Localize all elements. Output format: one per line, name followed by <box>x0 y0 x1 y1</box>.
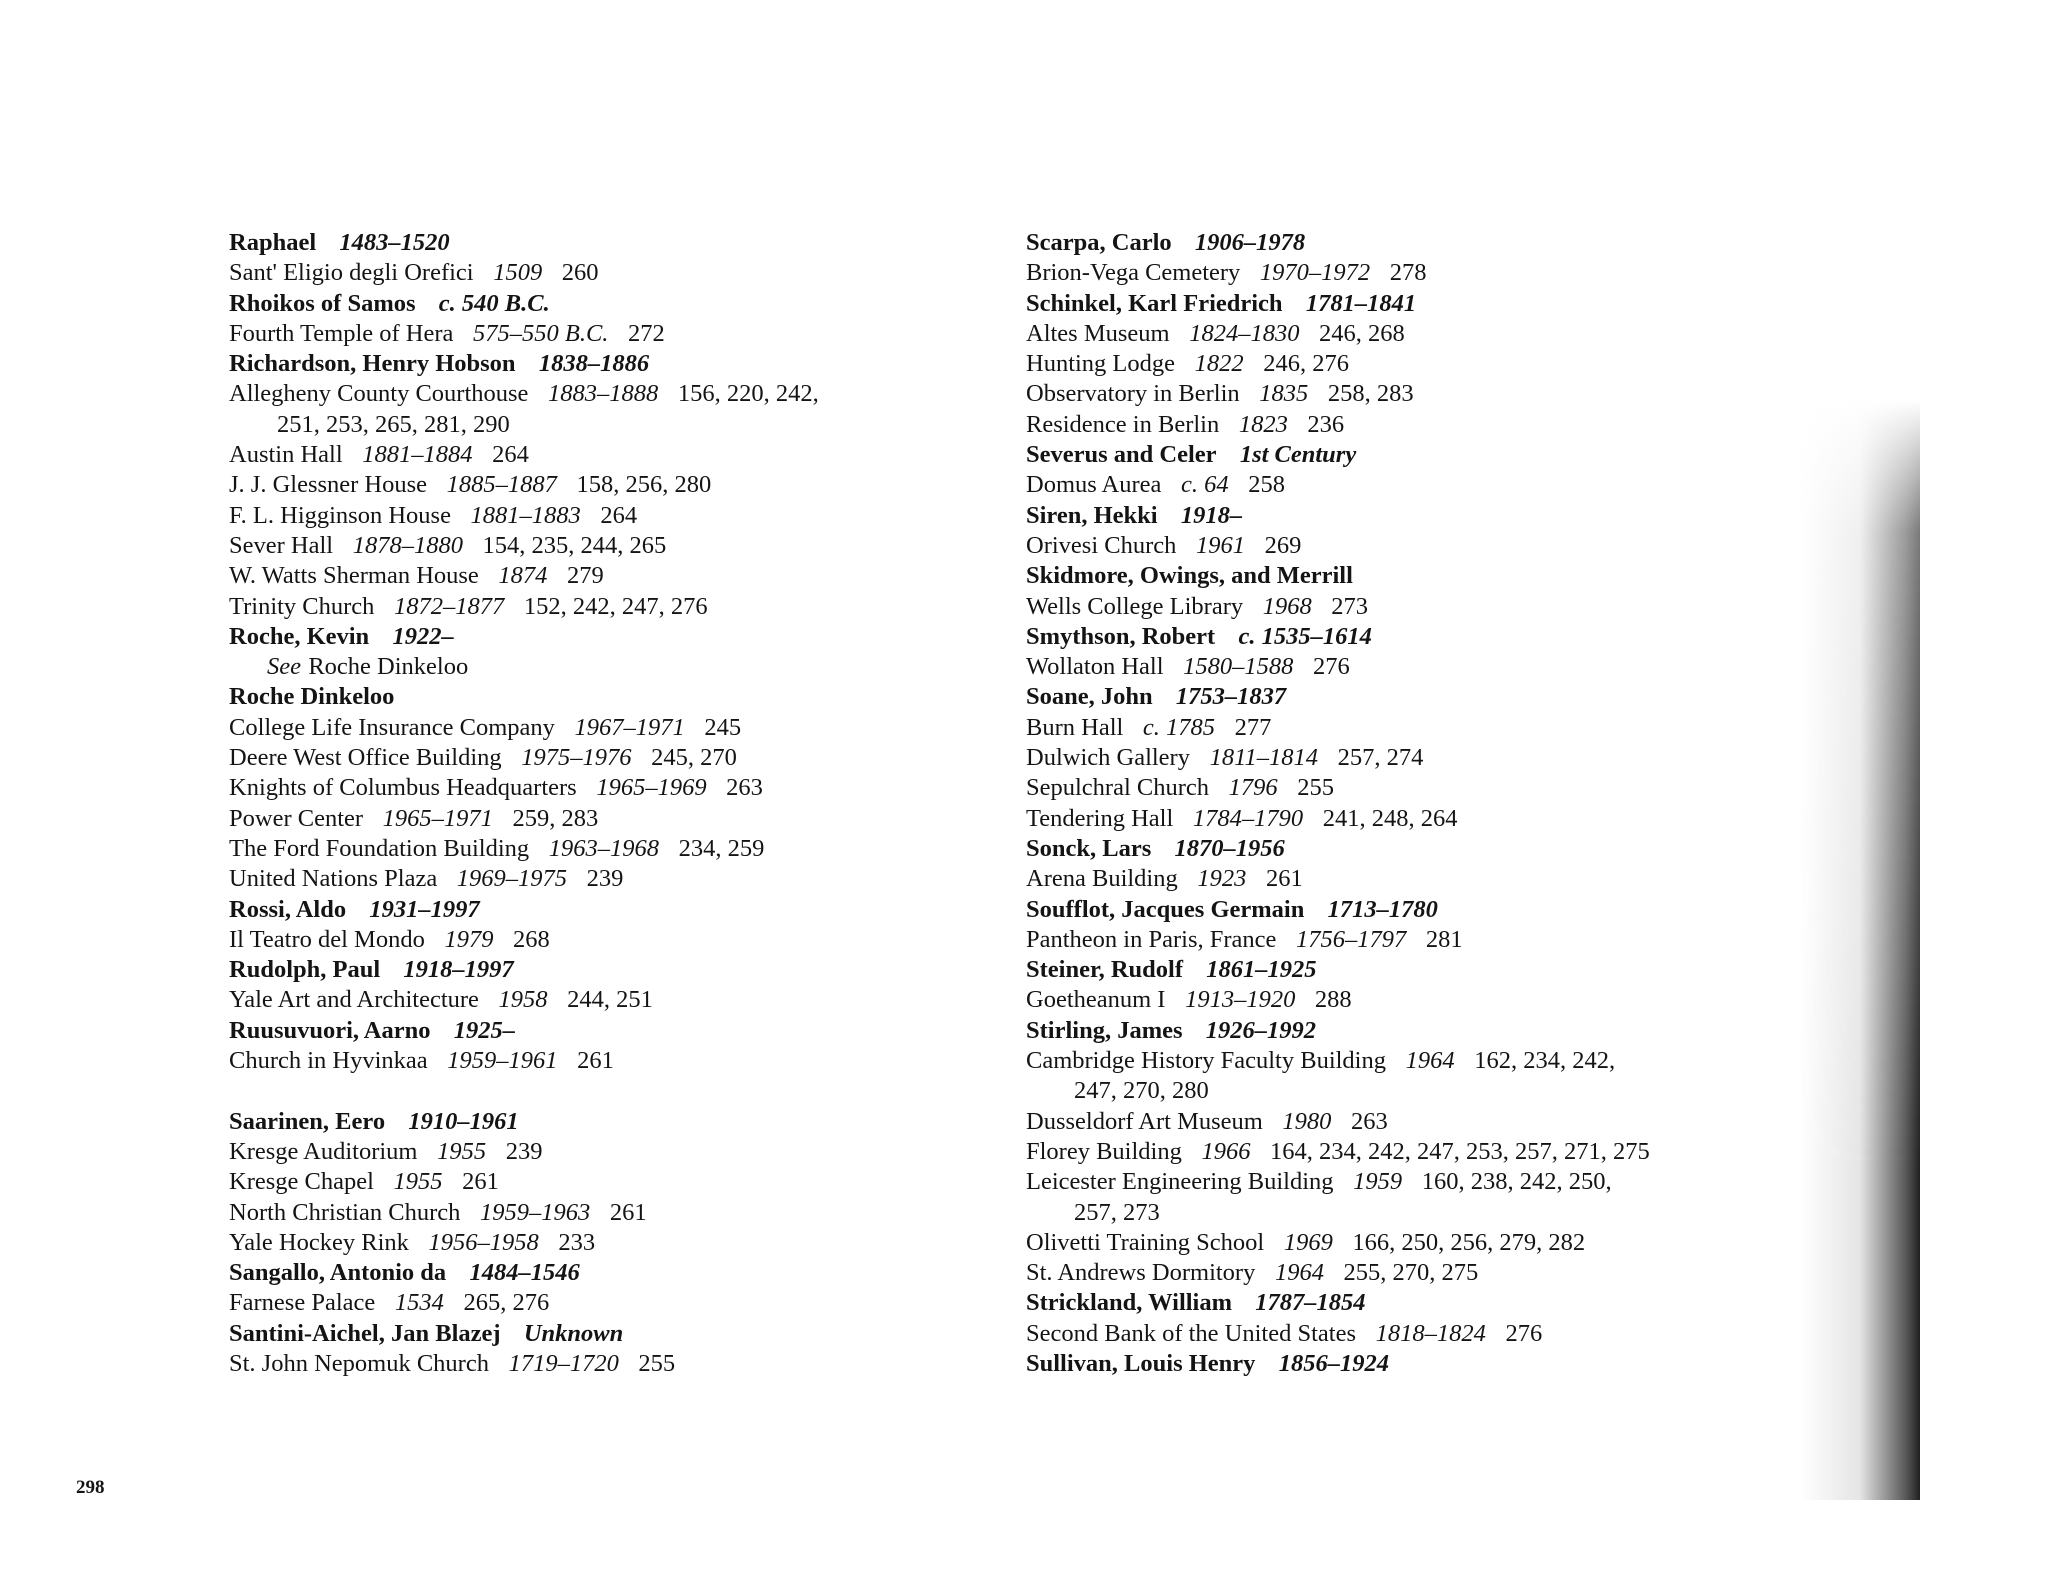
building-dates: 1964 <box>1274 1259 1324 1287</box>
spacer <box>229 1076 819 1106</box>
page-references: 269 <box>1264 531 1302 559</box>
architect-name: Rhoikos of Samos <box>229 289 416 317</box>
building-dates: 1963–1968 <box>548 834 659 862</box>
building-dates: 1959–1961 <box>447 1047 558 1075</box>
page-references: 281 <box>1425 925 1463 953</box>
architect-name: Severus and Celer <box>1026 441 1217 469</box>
building-dates: 1970–1972 <box>1259 259 1371 287</box>
architect-name: Stirling, James <box>1026 1016 1183 1044</box>
architect-dates: 1918– <box>1180 501 1243 529</box>
building-dates: 1784–1790 <box>1192 804 1304 832</box>
architect-dates: 1910–1961 <box>408 1107 519 1135</box>
building-title: Austin Hall <box>229 441 343 469</box>
architect-name: Soufflot, Jacques Germain <box>1026 895 1305 923</box>
index-heading <box>1026 834 1650 864</box>
building-dates: 1969–1975 <box>456 865 568 893</box>
architect-dates: 1918–1997 <box>403 956 514 984</box>
building-title: F. L. Higginson House <box>229 501 451 529</box>
building-title: Goetheanum I <box>1026 986 1166 1014</box>
architect-dates: 1713–1780 <box>1327 895 1438 923</box>
index-heading <box>1026 561 1650 591</box>
page-references: 244, 251 <box>567 986 653 1014</box>
index-entry <box>229 1167 819 1197</box>
building-dates: 1872–1877 <box>394 592 505 620</box>
page-references: 154, 235, 244, 265 <box>482 531 667 559</box>
page-references-continued: 257, 273 <box>1074 1198 1160 1226</box>
index-heading <box>1026 440 1650 470</box>
building-title: Knights of Columbus Headquarters <box>229 774 577 802</box>
building-dates: 1980 <box>1282 1107 1332 1135</box>
index-entry <box>1026 379 1650 409</box>
page-references: 257, 274 <box>1337 744 1424 772</box>
page-references: 263 <box>1351 1107 1388 1135</box>
page-references: 166, 250, 256, 279, 282 <box>1352 1228 1586 1256</box>
architect-dates: c. 1535–1614 <box>1238 622 1372 650</box>
page-references: 264 <box>492 441 529 469</box>
architect-dates: 1st Century <box>1239 441 1357 469</box>
building-dates: 1959 <box>1353 1168 1403 1196</box>
building-dates: 1967–1971 <box>574 713 685 741</box>
page-references: 288 <box>1314 986 1352 1014</box>
building-dates: 1969 <box>1283 1228 1333 1256</box>
building-title: Burn Hall <box>1026 713 1124 741</box>
index-entry <box>1026 743 1650 773</box>
building-dates: 1878–1880 <box>352 531 463 559</box>
architect-dates: 1926–1992 <box>1205 1016 1317 1044</box>
page-references: 246, 276 <box>1263 350 1349 378</box>
index-heading <box>1026 1288 1650 1318</box>
architect-name: Skidmore, Owings, and Merrill <box>1026 562 1353 590</box>
index-entry <box>229 561 819 591</box>
index-heading <box>229 1016 819 1046</box>
index-heading <box>1026 682 1650 712</box>
building-dates: 1509 <box>493 259 543 287</box>
index-heading <box>229 895 819 925</box>
architect-name: Siren, Hekki <box>1026 501 1158 529</box>
index-heading <box>229 1107 819 1137</box>
architect-name: Sonck, Lars <box>1026 834 1152 862</box>
see-target: Roche Dinkeloo <box>308 653 469 681</box>
building-title: Fourth Temple of Hera <box>229 319 454 347</box>
building-title: Deere West Office Building <box>229 744 502 772</box>
architect-dates: 1861–1925 <box>1206 956 1317 984</box>
page-references: 272 <box>628 319 665 347</box>
index-entry <box>1026 470 1650 500</box>
page-references: 255 <box>1297 774 1334 802</box>
architect-dates: 1787–1854 <box>1255 1289 1366 1317</box>
page-references: 273 <box>1331 592 1369 620</box>
architect-dates: 1484–1546 <box>469 1259 580 1287</box>
scan-edge-shadow <box>1800 400 1920 1500</box>
page-references: 164, 234, 242, 247, 253, 257, 271, 275 <box>1270 1137 1650 1165</box>
page-references: 152, 242, 247, 276 <box>523 592 708 620</box>
building-dates: 1975–1976 <box>521 744 632 772</box>
building-dates: 1923 <box>1197 865 1247 893</box>
page-references: 245, 270 <box>651 744 737 772</box>
building-title: Leicester Engineering Building <box>1026 1168 1334 1196</box>
building-title: Hunting Lodge <box>1026 350 1176 378</box>
index-entry <box>229 1198 819 1228</box>
index-entry <box>229 834 819 864</box>
index-entry <box>229 440 819 470</box>
building-dates: 1811–1814 <box>1209 744 1318 772</box>
index-heading <box>229 228 819 258</box>
building-dates: 1818–1824 <box>1375 1319 1486 1347</box>
page-references: 158, 256, 280 <box>576 471 712 499</box>
building-title: Tendering Hall <box>1026 804 1174 832</box>
index-entry <box>1026 1107 1650 1137</box>
architect-dates: 1483–1520 <box>339 229 450 256</box>
index-heading <box>229 622 819 652</box>
architect-name: Sangallo, Antonio da <box>229 1259 447 1287</box>
page-references: 246, 268 <box>1319 319 1405 347</box>
index-entry <box>229 773 819 803</box>
index-heading <box>229 289 819 319</box>
index-entry <box>229 592 819 622</box>
page-references-continued: 247, 270, 280 <box>1074 1077 1209 1105</box>
architect-name: Raphael <box>229 229 317 256</box>
page-references: 278 <box>1389 259 1427 287</box>
page-references: 261 <box>1265 865 1303 893</box>
architect-dates: 1781–1841 <box>1305 289 1417 317</box>
architect-name: Roche Dinkeloo <box>229 683 395 711</box>
architect-dates: 1753–1837 <box>1175 683 1287 711</box>
architect-dates: 1925– <box>453 1016 516 1044</box>
index-entry <box>229 1288 819 1318</box>
architect-name: Santini-Aichel, Jan Blazej <box>229 1319 501 1347</box>
building-dates: 1959–1963 <box>479 1198 591 1226</box>
building-title: Olivetti Training School <box>1026 1228 1265 1256</box>
index-entry <box>1026 1258 1650 1288</box>
index-heading <box>1026 1349 1650 1379</box>
page-references-continued: 251, 253, 265, 281, 290 <box>277 410 510 438</box>
index-entry <box>1026 319 1650 349</box>
page-references: 156, 220, 242, <box>677 380 819 408</box>
building-title: Orivesi Church <box>1026 531 1177 559</box>
building-title: Arena Building <box>1026 865 1178 893</box>
architect-dates: c. 540 B.C. <box>438 289 550 317</box>
building-title: Dusseldorf Art Museum <box>1026 1107 1263 1135</box>
page-references: 162, 234, 242, <box>1474 1047 1616 1075</box>
building-title: Farnese Palace <box>229 1289 376 1317</box>
index-entry <box>1026 925 1650 955</box>
building-dates: 1955 <box>393 1168 443 1196</box>
index-entry <box>1026 773 1650 803</box>
building-title: Dulwich Gallery <box>1026 744 1190 772</box>
index-entry <box>229 531 819 561</box>
index-column-left <box>229 228 819 1379</box>
building-title: Pantheon in Paris, France <box>1026 925 1277 953</box>
index-entry <box>1026 1319 1650 1349</box>
page-references: 160, 238, 242, 250, <box>1421 1168 1612 1196</box>
architect-name: Steiner, Rudolf <box>1026 956 1184 984</box>
building-title: The Ford Foundation Building <box>229 834 530 862</box>
page-references: 236 <box>1307 410 1345 438</box>
index-entry <box>1026 713 1650 743</box>
index-heading <box>1026 955 1650 985</box>
index-entry <box>1026 804 1650 834</box>
page-references: 268 <box>513 925 550 953</box>
building-dates: c. 64 <box>1181 471 1229 499</box>
index-heading <box>1026 622 1650 652</box>
index-heading <box>229 1319 819 1349</box>
architect-dates: 1906–1978 <box>1194 229 1306 256</box>
page-references: 258, 283 <box>1327 380 1414 408</box>
building-dates: 1913–1920 <box>1185 986 1296 1014</box>
building-dates: 1580–1588 <box>1183 653 1294 681</box>
building-title: Trinity Church <box>229 592 375 620</box>
architect-dates: 1931–1997 <box>369 895 480 923</box>
page-references: 276 <box>1312 653 1350 681</box>
building-title: Sepulchral Church <box>1026 774 1210 802</box>
index-entry <box>229 258 819 288</box>
building-dates: 1824–1830 <box>1189 319 1300 347</box>
page-references: 255 <box>638 1349 676 1377</box>
page-references: 261 <box>577 1047 614 1075</box>
building-title: Cambridge History Faculty Building <box>1026 1047 1386 1075</box>
index-heading <box>1026 1016 1650 1046</box>
building-title: Observatory in Berlin <box>1026 380 1240 408</box>
index-heading <box>1026 289 1650 319</box>
architect-name: Richardson, Henry Hobson <box>229 350 516 378</box>
building-dates: 1979 <box>444 925 494 953</box>
index-entry <box>1026 1167 1650 1197</box>
page-references: 258 <box>1248 471 1285 499</box>
index-entry <box>229 1228 819 1258</box>
index-entry <box>229 804 819 834</box>
architect-name: Ruusuvuori, Aarno <box>229 1016 431 1044</box>
index-entry <box>229 864 819 894</box>
building-dates: 1955 <box>437 1137 487 1165</box>
building-title: Domus Aurea <box>1026 471 1162 499</box>
architect-dates: 1856–1924 <box>1278 1349 1389 1377</box>
building-title: Power Center <box>229 804 364 832</box>
index-entry <box>1026 349 1650 379</box>
index-heading <box>1026 228 1650 258</box>
page-references: 234, 259 <box>678 834 765 862</box>
building-title: Florey Building <box>1026 1137 1182 1165</box>
page-references: 255, 270, 275 <box>1343 1259 1479 1287</box>
architect-name: Rudolph, Paul <box>229 956 381 984</box>
page-references: 264 <box>600 501 638 529</box>
building-title: Residence in Berlin <box>1026 410 1220 438</box>
building-dates: 1881–1883 <box>470 501 581 529</box>
page-references: 260 <box>561 259 599 287</box>
index-entry <box>1026 258 1650 288</box>
building-title: Yale Art and Architecture <box>229 986 479 1014</box>
building-dates: 1964 <box>1405 1047 1455 1075</box>
building-dates: 1968 <box>1262 592 1312 620</box>
building-title: North Christian Church <box>229 1198 461 1226</box>
architect-name: Sullivan, Louis Henry <box>1026 1349 1256 1377</box>
page-references: 265, 276 <box>463 1289 550 1317</box>
building-title: Church in Hyvinkaa <box>229 1047 428 1075</box>
building-title: J. J. Glessner House <box>229 471 428 499</box>
index-entry <box>1026 592 1650 622</box>
building-title: United Nations Plaza <box>229 865 438 893</box>
index-heading <box>229 1258 819 1288</box>
architect-name: Scarpa, Carlo <box>1026 229 1172 256</box>
building-title: Allegheny County Courthouse <box>229 380 529 408</box>
building-title: Wollaton Hall <box>1026 653 1164 681</box>
building-dates: 1823 <box>1238 410 1288 438</box>
building-dates: 1885–1887 <box>446 471 557 499</box>
index-heading <box>1026 501 1650 531</box>
page-references: 263 <box>726 774 763 802</box>
index-entry <box>229 379 819 409</box>
index-entry <box>229 743 819 773</box>
building-dates: 1835 <box>1259 380 1309 408</box>
architect-name: Rossi, Aldo <box>229 895 347 923</box>
index-entry <box>1026 985 1650 1015</box>
building-dates: 1883–1888 <box>548 380 659 408</box>
architect-dates: 1838–1886 <box>538 350 650 378</box>
building-dates: 1958 <box>498 986 548 1014</box>
building-title: Brion-Vega Cemetery <box>1026 259 1241 287</box>
architect-dates: 1870–1956 <box>1174 834 1285 862</box>
page-references: 259, 283 <box>512 804 599 832</box>
index-entry <box>1026 1046 1650 1076</box>
index-entry <box>1026 1228 1650 1258</box>
building-title: Second Bank of the United States <box>1026 1319 1357 1347</box>
building-title: College Life Insurance Company <box>229 713 555 741</box>
building-title: Wells College Library <box>1026 592 1244 620</box>
index-heading <box>229 349 819 379</box>
building-dates: 575–550 B.C. <box>473 319 609 347</box>
architect-dates: Unknown <box>523 1319 624 1347</box>
index-entry <box>229 1046 819 1076</box>
building-dates: 1756–1797 <box>1296 925 1407 953</box>
building-title: W. Watts Sherman House <box>229 562 479 590</box>
see-label: See <box>267 653 301 681</box>
index-column-right <box>1026 228 1650 1379</box>
architect-name: Saarinen, Eero <box>229 1107 386 1135</box>
architect-name: Roche, Kevin <box>229 622 370 650</box>
page-references: 241, 248, 264 <box>1322 804 1458 832</box>
page-references: 233 <box>558 1228 596 1256</box>
building-dates: 1966 <box>1201 1137 1251 1165</box>
building-dates: 1965–1971 <box>382 804 493 832</box>
index-entry <box>229 1137 819 1167</box>
building-dates: 1719–1720 <box>508 1349 619 1377</box>
building-title: Kresge Auditorium <box>229 1137 418 1165</box>
building-dates: 1956–1958 <box>428 1228 539 1256</box>
building-title: Sever Hall <box>229 531 334 559</box>
index-entry <box>1026 531 1650 561</box>
building-title: St. John Nepomuk Church <box>229 1349 489 1377</box>
building-dates: c. 1785 <box>1142 713 1216 741</box>
architect-name: Strickland, William <box>1026 1289 1233 1317</box>
page-references: 245 <box>704 713 742 741</box>
index-entry <box>1026 652 1650 682</box>
index-heading <box>229 955 819 985</box>
building-title: Kresge Chapel <box>229 1168 374 1196</box>
building-title: Il Teatro del Mondo <box>229 925 425 953</box>
building-title: Yale Hockey Rink <box>229 1228 409 1256</box>
building-dates: 1534 <box>394 1289 444 1317</box>
page-references: 261 <box>609 1198 647 1226</box>
page-references: 239 <box>586 865 624 893</box>
building-dates: 1961 <box>1195 531 1245 559</box>
building-dates: 1965–1969 <box>596 774 707 802</box>
page-references: 276 <box>1505 1319 1543 1347</box>
architect-name: Smythson, Robert <box>1026 622 1216 650</box>
building-dates: 1874 <box>498 562 548 590</box>
index-entry <box>229 319 819 349</box>
building-dates: 1822 <box>1194 350 1244 378</box>
index-entry <box>1026 864 1650 894</box>
index-heading <box>1026 895 1650 925</box>
building-dates: 1796 <box>1228 774 1278 802</box>
building-title: St. Andrews Dormitory <box>1026 1259 1256 1287</box>
page-references: 239 <box>505 1137 543 1165</box>
page-number: 298 <box>76 1477 105 1498</box>
building-title: Altes Museum <box>1026 319 1170 347</box>
index-heading <box>229 682 819 712</box>
page-references: 261 <box>462 1168 499 1196</box>
page-references: 279 <box>567 562 604 590</box>
index-entry <box>229 501 819 531</box>
cross-reference <box>229 652 819 682</box>
index-entry <box>229 925 819 955</box>
architect-dates: 1922– <box>392 622 454 650</box>
index-entry <box>229 713 819 743</box>
index-entry <box>1026 410 1650 440</box>
page-references: 277 <box>1234 713 1272 741</box>
index-entry <box>229 985 819 1015</box>
architect-name: Schinkel, Karl Friedrich <box>1026 289 1283 317</box>
architect-name: Soane, John <box>1026 683 1153 711</box>
index-entry <box>229 470 819 500</box>
building-dates: 1881–1884 <box>362 441 473 469</box>
index-entry <box>229 1349 819 1379</box>
building-title: Sant' Eligio degli Orefici <box>229 259 474 287</box>
index-entry <box>1026 1137 1650 1167</box>
